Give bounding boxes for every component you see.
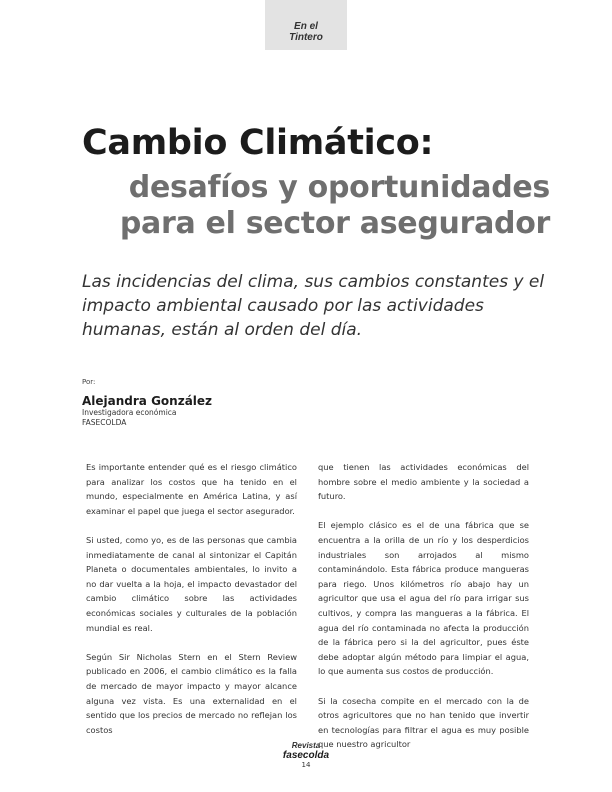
footer-brand-logo: fasecolda: [282, 750, 330, 761]
body-column-left: [86, 460, 297, 752]
body-paragraph: que tienen las actividades económicas del hombre sobre el medio ambiente y la sociedad a futuro.: [318, 462, 529, 502]
section-tab: [265, 0, 347, 50]
page-number: 14: [301, 761, 311, 769]
body-paragraph: Es importante entender qué es el riesgo climático para analizar los costos que ha tenido en el mundo, especialmente en América Latina, y así examinar el papel que juega el sector asegurador.: [86, 462, 297, 516]
author-role: Investigadora económica: [82, 408, 177, 417]
author-organization: FASECOLDA: [82, 418, 127, 427]
body-paragraph: El ejemplo clásico es el de una fábrica que se encuentra a la orilla de un río y los desperdicios industriales son arrojados al mismo contaminándolo. Esta fábrica produce mangueras para riego. Unos kilómetros río abajo hay un agricultor que usa el agua del río para irrigar sus cultivos, y compra las mangueras a la fábrica. El agua del río contaminada no afecta la producción de la fábrica pero si la del agricultor, pues éste debe adoptar algún método para limpiar el agua, lo que aumenta sus costos de producción.: [318, 520, 529, 677]
byline: [82, 378, 382, 428]
body-paragraph: Según Sir Nicholas Stern en el Stern Review publicado en 2006, el cambio climático es la falla de mercado de mayor impacto y mayor alcance alguna vez vista. Es una externalidad en el sentido que los precios de mercado no reflejan los costos: [86, 651, 297, 735]
page-footer: [270, 741, 342, 770]
body-paragraph: Si usted, como yo, es de las personas que cambia inmediatamente de canal al sintonizar el Capitán Planeta o documentales ambientales, lo invito a no dar vuelta a la hoja, el impacto devastador del cambio climático sobre las actividades económicas sociales y culturales de la población mundial es real.: [86, 534, 297, 633]
byline-label: Por:: [82, 378, 96, 386]
body-column-right: [318, 460, 529, 766]
body-paragraph: Si la cosecha compite en el mercado con la de otros agricultores que no han tenido que invertir en tecnologías para filtrar el agua es muy posible que nuestro agricultor: [318, 695, 529, 750]
footer-revista: Revista: [291, 741, 321, 750]
article-subtitle: [120, 170, 550, 242]
subtitle-line2: para el sector asegurador: [119, 206, 550, 241]
lead-paragraph: Las incidencias del clima, sus cambios constantes y el impacto ambiental causado por las actividades humanas, están al orden del día.: [82, 272, 545, 340]
article-title: Cambio Climático:: [82, 123, 434, 163]
section-tab-line1: En el: [294, 21, 318, 32]
section-tab-line2: Tintero: [289, 32, 323, 43]
author-name: Alejandra González: [82, 394, 213, 408]
subtitle-line1: desafíos y oportunidades: [128, 170, 550, 205]
